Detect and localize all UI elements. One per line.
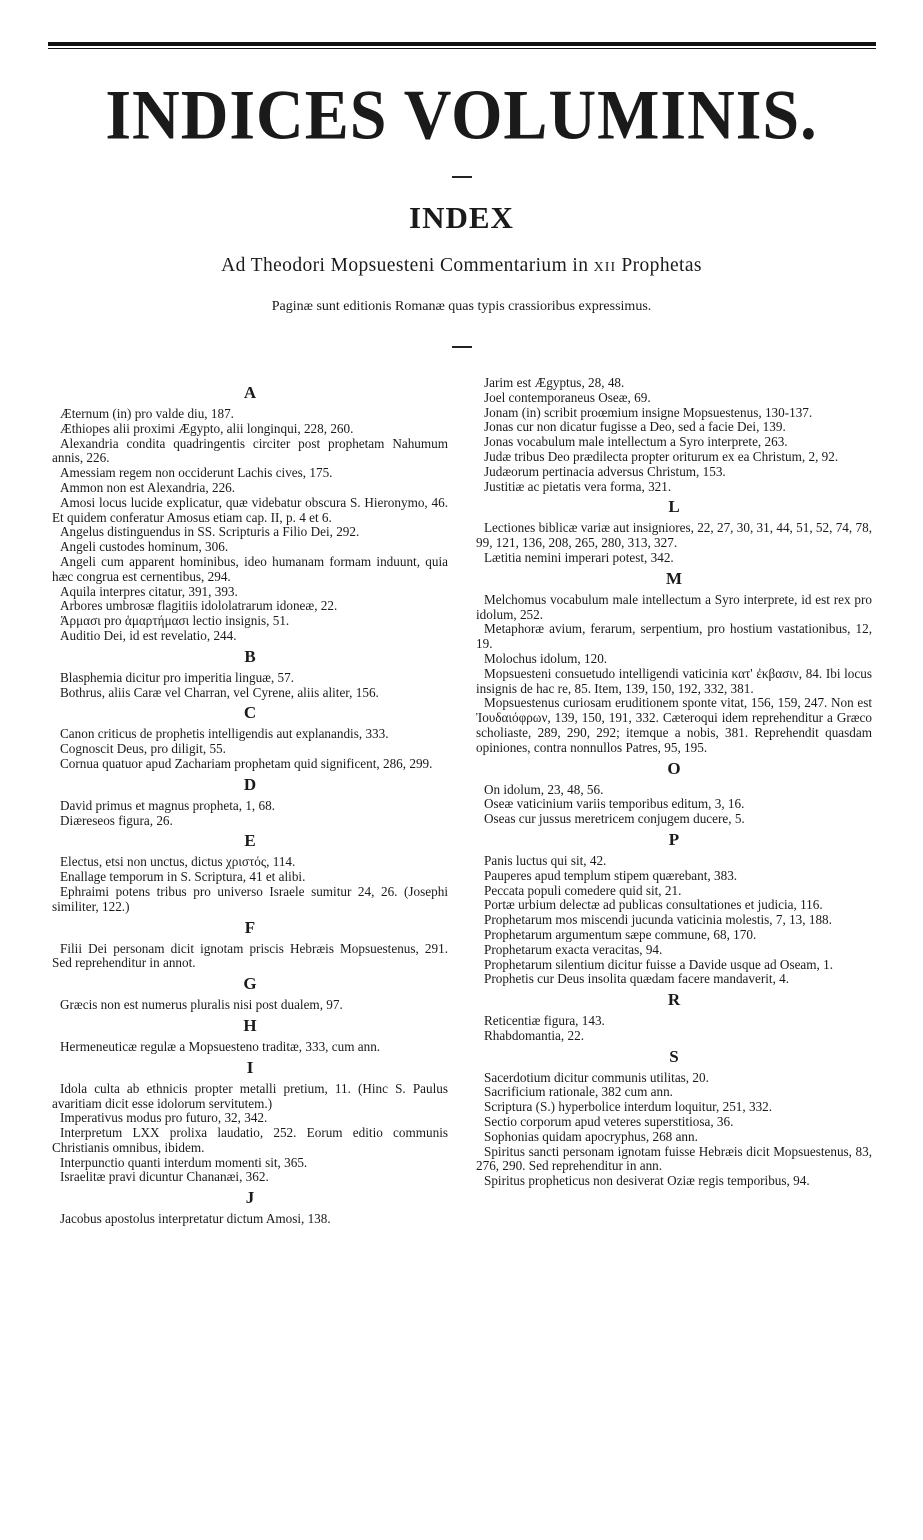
letter-heading-f: F <box>244 917 256 937</box>
index-entry: Justitiæ ac pietatis vera forma, 321. <box>484 478 672 494</box>
letter-heading-e: E <box>244 831 256 851</box>
index-entry: Prophetarum silentium dicitur fuisse a Davide usque ad Oseam, 1. <box>484 956 834 972</box>
index-entry: Blasphemia dicitur pro imperitia linguæ, 57. <box>60 669 295 685</box>
letter-heading-o: O <box>667 758 681 778</box>
index-heading: INDEX <box>409 200 514 235</box>
index-entry: Arbores umbrosæ flagitiis idololatrarum idoneæ, 22. <box>60 598 338 614</box>
index-entry: Spiritus propheticus non desiverat Oziæ regis temporibus, 94. <box>484 1173 810 1189</box>
letter-heading-g: G <box>243 974 257 994</box>
index-entry: Jarim est Ægyptus, 28, 48. <box>484 375 625 390</box>
letter-heading-s: S <box>669 1046 679 1066</box>
index-entry: Metaphoræ avium, ferarum, serpentium, pro hostium vastationibus, 12, 19. <box>476 621 872 652</box>
index-entry: Amosi locus lucide explicatur, quæ videbatur obscura S. Hieronymo, 46. Et quidem conferatur Amosus etiam cap. II, p. 4 et 6. <box>52 494 448 525</box>
index-entry: Prophetarum argumentum sæpe commune, 68, 170. <box>484 926 757 942</box>
index-entry: Prophetarum exacta veracitas, 94. <box>484 941 663 957</box>
index-entry: Ephraimi potens tribus pro universo Israele sumitur 24, 26. (Josephi similiter, 122.) <box>52 883 448 914</box>
index-entry: Oseæ vaticinium variis temporibus editum, 3, 16. <box>484 796 745 812</box>
letter-heading-b: B <box>244 646 256 666</box>
index-entry: Spiritus sancti personam ignotam fuisse Hebræis dicit Mopsuestenus, 83, 276, 290. Sed reprehenditur in ann. <box>476 1143 872 1174</box>
letter-heading-l: L <box>668 497 680 517</box>
subtitle-numeral: XII <box>593 260 617 275</box>
index-entry: Peccata populi comedere quid sit, 21. <box>484 882 682 898</box>
index-entry: Molochus idolum, 120. <box>484 650 608 666</box>
index-entry: Interpunctio quanti interdum momenti sit, 365. <box>60 1154 308 1170</box>
letter-heading-r: R <box>667 990 681 1010</box>
letter-heading-h: H <box>243 1015 257 1035</box>
index-entry: Prophetis cur Deus insolita quædam facere mandaverit, 4. <box>484 971 790 987</box>
index-entry: Electus, etsi non unctus, dictus χριστός, 114. <box>60 854 296 870</box>
index-entry: Sacrificium rationale, 382 cum ann. <box>484 1084 673 1100</box>
index-entry: Angelus distinguendus in SS. Scripturis a Filio Dei, 292. <box>60 524 360 540</box>
index-entry: Reticentiæ figura, 143. <box>484 1013 605 1029</box>
index-entry: Israelitæ pravi dicuntur Chananæi, 362. <box>60 1169 269 1185</box>
volume-title: INDICES VOLUMINIS. <box>105 76 818 155</box>
letter-heading-c: C <box>243 703 257 723</box>
index-entry: Lætitia nemini imperari potest, 342. <box>484 549 674 565</box>
index-entry: Æternum (in) pro valde diu, 187. <box>60 406 234 421</box>
index-entry: Angeli cum apparent hominibus, ideo humanam formam induunt, quia hæc congrua est cernentibus, 294. <box>52 553 448 584</box>
top-thick-rule <box>48 42 876 46</box>
index-entry: Interpretum LXX prolixa laudatio, 252. Eorum editio communis Christianis omnibus, ibidem. <box>52 1125 448 1155</box>
index-entry: Æthiopes alii proximi Ægypto, alii longinqui, 228, 260. <box>60 420 354 436</box>
letter-heading-j: J <box>245 1188 255 1208</box>
index-entry: On idolum, 23, 48, 56. <box>484 781 604 797</box>
left-column <box>52 380 448 1227</box>
subtitle-text: Ad Theodori Mopsuesteni Commentarium in <box>221 255 589 276</box>
index-entry: Jonam (in) scribit proœmium insigne Mopsuestenus, 130-137. <box>484 404 813 420</box>
index-entry: Sectio corporum apud veteres superstitiosa, 36. <box>484 1114 734 1130</box>
index-entry: Joel contemporaneus Oseæ, 69. <box>484 389 651 405</box>
index-entry: Judæ tribus Deo prædilecta propter oriturum ex ea Christum, 2, 92. <box>484 448 839 464</box>
index-entry: Portæ urbium delectæ ad publicas consultationes et judicia, 116. <box>484 897 823 913</box>
edition-note: Paginæ sunt editionis Romanæ quas typis crassioribus expressimus. <box>271 299 652 314</box>
right-column <box>476 376 872 1189</box>
index-entry: Aquila interpres citatur, 391, 393. <box>60 583 238 599</box>
index-entry: Pauperes apud templum stipem quærebant, 383. <box>484 867 738 883</box>
index-entry: Angeli custodes hominum, 306. <box>60 539 229 555</box>
index-entry: Filii Dei personam dicit ignotam priscis Hebræis Mopsuestenus, 291. Sed reprehenditur in annot. <box>52 940 448 971</box>
index-entry: Panis luctus qui sit, 42. <box>484 852 607 868</box>
index-entry: Jonas cur non dicatur fugisse a Deo, sed a facie Dei, 139. <box>484 419 786 435</box>
index-entry: Idola culta ab ethnicis propter metalli pretium, 11. (Hinc S. Paulus avaritiam dicit esse idolorum servitutem.) <box>52 1080 448 1111</box>
index-entry: Auditio Dei, id est revelatio, 244. <box>60 627 237 643</box>
index-entry: Amessiam regem non occiderunt Lachis cives, 175. <box>60 465 333 481</box>
index-entry: Hermeneuticæ regulæ a Mopsuesteno traditæ, 333, cum ann. <box>60 1038 381 1054</box>
index-entry: Sophonias quidam apocryphus, 268 ann. <box>484 1128 698 1144</box>
index-entry: Enallage temporum in S. Scriptura, 41 et alibi. <box>60 869 306 885</box>
index-entry: Mopsuesteni consuetudo intelligendi vaticinia κατ' ἐκβασιν, 84. Ibi locus insignis de hac re, 85. Item, 139, 150, 192, 332, 381. <box>476 665 872 696</box>
index-entry: Lectiones biblicæ variæ aut insigniores, 22, 27, 30, 31, 44, 51, 52, 74, 78, 99, 121, 136, 208, 265, 280, 313, 327. <box>476 520 872 551</box>
index-entry: Melchomus vocabulum male intellectum a Syro interprete, id est rex pro idolum, 252. <box>476 591 872 622</box>
subtitle-text-end: Prophetas <box>621 255 702 276</box>
letter-heading-d: D <box>243 774 257 794</box>
index-entry: Cornua quatuor apud Zachariam prophetam quid significent, 286, 299. <box>60 755 433 771</box>
index-entry: Judæorum pertinacia adversus Christum, 153. <box>484 463 726 479</box>
letter-heading-p: P <box>668 829 680 849</box>
index-entry: Oseas cur jussus meretricem conjugem ducere, 5. <box>484 811 745 827</box>
index-entry: Bothrus, aliis Caræ vel Charran, vel Cyrene, aliis aliter, 156. <box>60 684 379 700</box>
index-entry: Ἁρμασι pro ἁμαρτήμασι lectio insignis, 51. <box>60 613 290 629</box>
index-entry: Cognoscit Deus, pro diligit, 55. <box>60 741 226 757</box>
title-divider <box>452 176 472 178</box>
letter-heading-m: M <box>665 568 683 588</box>
index-entry: Diæreseos figura, 26. <box>60 812 173 828</box>
index-entry: Scriptura (S.) hyperbolice interdum loquitur, 251, 332. <box>484 1099 773 1115</box>
index-entry: Rhabdomantia, 22. <box>484 1027 584 1043</box>
index-entry: David primus et magnus propheta, 1, 68. <box>60 797 275 813</box>
index-entry: Jacobus apostolus interpretatur dictum Amosi, 138. <box>60 1211 331 1227</box>
letter-heading-i: I <box>246 1057 254 1077</box>
top-thin-rule <box>48 48 876 49</box>
index-subtitle <box>0 255 923 277</box>
letter-heading-a: A <box>243 383 257 402</box>
index-entry: Ammon non est Alexandria, 226. <box>60 479 236 495</box>
index-entry: Græcis non est numerus pluralis nisi post dualem, 97. <box>60 997 343 1013</box>
index-entry: Canon criticus de prophetis intelligendis aut explanandis, 333. <box>60 726 389 742</box>
index-entry: Sacerdotium dicitur communis utilitas, 20. <box>484 1069 709 1085</box>
section-divider <box>452 346 472 348</box>
index-entry: Mopsuestenus curiosam eruditionem sponte vitat, 156, 159, 247. Non est Ἰουδαιόφρων, 139, 150, 191, 332. Cæteroqui idem reprehenditur a Græco scholiaste, 289, 290, 292; itemque a nobis, 381. Reprehendit quasdam opiniones, contra nonnullos Patres, 95, 195. <box>476 695 872 755</box>
index-entry: Alexandria condita quadringentis circiter post prophetam Nahumum annis, 226. <box>52 435 448 466</box>
index-entry: Imperativus modus pro futuro, 32, 342. <box>60 1110 268 1126</box>
index-entry: Jonas vocabulum male intellectum a Syro interprete, 263. <box>484 434 788 450</box>
index-entry: Prophetarum mos miscendi jucunda vaticinia molestis, 7, 13, 188. <box>484 912 832 928</box>
